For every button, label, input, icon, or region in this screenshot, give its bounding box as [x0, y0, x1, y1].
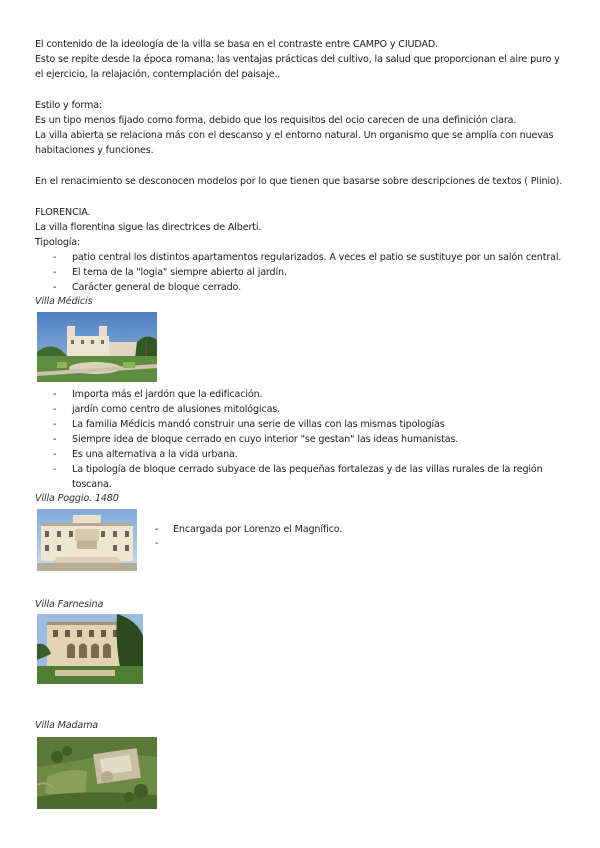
bullet-dash: - — [53, 449, 57, 460]
intro-line-1: El contenido de la ideología de la villa se basa en el contraste entre CAMPO y CIUDAD. — [35, 39, 439, 50]
bullet-dash: - — [53, 282, 57, 293]
villa-medicis-photo — [37, 312, 157, 382]
estilo-heading: Estilo y forma: — [35, 100, 103, 111]
bullet-dash: - — [53, 434, 57, 445]
document-page: El contenido de la ideología de la villa se basa en el contraste entre CAMPO y CIUDAD. Esto se repite desde la época romana; las ventajas prácticas del cultivo, la salud que proporcionan el aire puro y el ejercicio, la relajación, contemplación del paisaje.. Estilo y forma: Es un tipo menos fijado como forma, debido que los requisitos del ocio carecen de una definición clara. La villa abierta se relaciona más con el descanso y el entorno natural. Un organismo que se amplía con nuevas habitaciones y funciones. En el renacimiento se desconocen modelos por lo que tienen que basarse sobre descripciones de textos ( Plinio). FLORENCIA. La villa florentina sigue las directrices de Alberti. Tipología: - patio central los distintos apartamentos regularizados. A veces el patio se sustituye por un salón central. - El tema de la "logia" siempre abierto al jardín. - Carácter general de bloque cerrado. Villa Médicis - Importa más el jardón que la edificación. - jardín como centro de alusiones mitológicas. - La familia Médicis mandó construir una serie de villas con las mismas tipologías - Siempre idea de bloque cerrado en cuyo interior "se gestan" las ideas humanistas. - Es una alternativa a la vida urbana. - La tipología de bloque cerrado subyace de las pequeñas fortalezas y de las villas rurales de la región toscana. Villa Poggio. 1480 - Encargada por Lorenzo el Magnífico. - Villa Farnesina Villa Madama — [0, 0, 600, 848]
bullet-dash: - — [53, 464, 57, 475]
bullet-dash: - — [155, 538, 159, 549]
bullet-dash: - — [53, 389, 57, 400]
bullet-dash: - — [155, 524, 159, 535]
bullet-dash: - — [53, 252, 57, 263]
estilo-line-3: habitaciones y funciones. — [35, 145, 154, 156]
intro-line-3: el ejercicio, la relajación, contemplación del paisaje.. — [35, 69, 281, 80]
bullet-dash: - — [53, 419, 57, 430]
villa-poggio-caption: Villa Poggio. 1480 — [35, 493, 119, 504]
villa-poggio-photo — [37, 509, 137, 571]
renacimiento-paragraph: En el renacimiento se desconocen modelos por lo que tienen que basarse sobre descripciones de textos ( Plinio). — [35, 176, 563, 187]
villa-farnesina-photo — [37, 614, 143, 684]
tipologia-label: Tipología: — [35, 237, 81, 248]
bullet-dash: - — [53, 267, 57, 278]
villa-medicis-caption: Villa Médicis — [35, 296, 93, 307]
villa-madama-caption: Villa Madama — [35, 720, 99, 731]
villa-madama-photo — [37, 737, 157, 809]
intro-line-2: Esto se repite desde la época romana; las ventajas prácticas del cultivo, la salud que proporcionan el aire puro y — [35, 54, 560, 65]
estilo-line-1: Es un tipo menos fijado como forma, debido que los requisitos del ocio carecen de una definición clara. — [35, 115, 517, 126]
florencia-line: La villa florentina sigue las directrices de Alberti. — [35, 222, 262, 233]
estilo-line-2: La villa abierta se relaciona más con el descanso y el entorno natural. Un organismo que se amplía con nuevas — [35, 130, 554, 141]
villa-farnesina-caption: Villa Farnesina — [35, 599, 104, 610]
florencia-heading: FLORENCIA. — [35, 207, 91, 218]
bullet-dash: - — [53, 404, 57, 415]
